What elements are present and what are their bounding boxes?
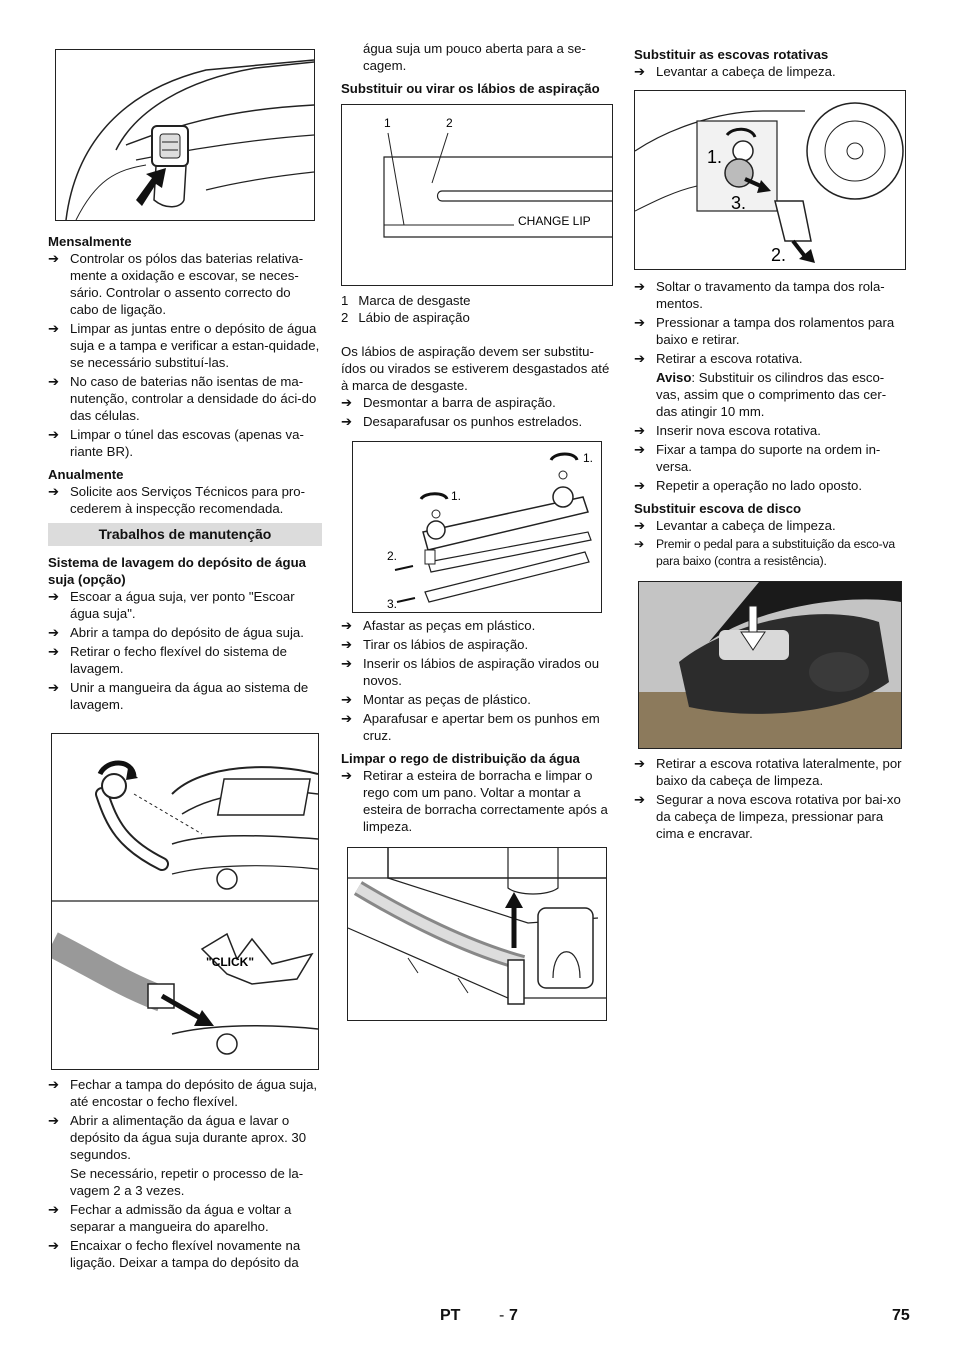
figure-squeegee-parts [352,441,602,613]
list-item: ➔ Limpar as juntas entre o depósito de água suja e a tampa e verificar a estan-quidade, se necessário substituí-las. [48,321,320,370]
step-label: 3. [731,193,747,213]
steps-rollers [634,278,906,494]
list-item: ➔ Pressionar a tampa dos rolamentos para baixo e retirar. [634,315,895,347]
heading-suction-lips: Substituir ou virar os lábios de aspiração [341,81,600,96]
list-item: ➔ Fixar a tampa do suporte na ordem in-versa. [634,442,881,474]
list-item: ➔ Controlar os pólos das baterias relativa-mente a oxidação e escovar, se neces-sário. Controlar o assento correcto do cabo de ligação. [48,251,304,317]
arrow-right-icon: ➔ [634,442,646,457]
step-label: 1. [583,451,594,465]
arrow-right-icon: ➔ [341,395,353,410]
list-item: ➔ Repetir a operação no lado oposto. [634,478,863,493]
figure-roller-brush [634,90,906,270]
rubber-mat-illustration [348,848,606,1020]
list-item: ➔ Solicite aos Serviços Técnicos para pro-cederem à inspecção recomendada. [48,484,306,516]
step-label: 3. [387,597,398,611]
step-label: 1. [707,147,723,167]
arrow-right-icon: ➔ [634,478,646,493]
arrow-right-icon: ➔ [634,537,645,551]
arrow-right-icon: ➔ [341,637,353,652]
arrow-right-icon: ➔ [48,680,60,695]
click-label: "CLICK" [206,955,255,969]
heading-monthly: Mensalmente [48,234,132,249]
list-item: ➔ Aparafusar e apertar bem os punhos em cruz. [341,711,600,743]
figure-hose-connection [51,733,319,1070]
arrow-right-icon: ➔ [634,518,646,533]
arrow-right-icon: ➔ [48,644,60,659]
figure-battery-cover [55,49,315,221]
list-item: ➔ Fechar a tampa do depósito de água suja, até encostar o fecho flexível. [48,1077,318,1109]
list-item: ➔ Fechar a admissão da água e voltar a separar a mangueira do aparelho. [48,1202,292,1234]
callout-2: 2 [446,116,453,130]
column-2 [341,30,613,1021]
legend-item: 1 Marca de desgaste [341,293,471,308]
arrow-right-icon: ➔ [48,1238,60,1253]
paragraph: Os lábios de aspiração devem ser substitu-ídos ou virados se estiverem desgastados até à marca de desgaste. [341,344,610,393]
arrow-right-icon: ➔ [341,768,353,783]
list-item: ➔ Retirar a escova rotativa lateralmente, por baixo da cabeça de limpeza. [634,756,902,788]
arrow-right-icon: ➔ [341,692,353,707]
note: Se necessário, repetir o processo de la-vagem 2 a 3 vezes. [70,1166,304,1198]
list-item: ➔ No caso de baterias não isentas de ma-nutenção, controlar a densidade do áci-do das células. [48,374,317,423]
footer-separator: - [499,1307,505,1324]
arrow-right-icon: ➔ [341,711,353,726]
heading-disc-brush: Substituir escova de disco [634,501,802,516]
warning-note: Aviso: Substituir os cilindros das esco-vas, assim que o comprimento das cer-das atingir 10 mm. [656,370,887,419]
arrow-right-icon: ➔ [48,484,60,499]
battery-cover-illustration [56,50,314,220]
squeegee-parts-illustration [353,442,601,612]
list-item: ➔ Tirar os lábios de aspiração. [341,637,529,652]
arrow-right-icon: ➔ [48,625,60,640]
arrow-right-icon: ➔ [634,315,646,330]
column-1 [48,30,322,1273]
pedal-photo-illustration [639,582,901,748]
arrow-right-icon: ➔ [48,1113,60,1128]
list-item: ➔ Encaixar o fecho flexível novamente na ligação. Deixar a tampa do depósito da [48,1238,301,1270]
callout-1: 1 [384,116,391,130]
hose-connection-illustration [52,734,318,1069]
page-number: 75 [892,1307,910,1324]
arrow-right-icon: ➔ [341,618,353,633]
list-item: ➔ Desaparafusar os punhos estrelados. [341,414,583,429]
list-item: ➔ Abrir a alimentação da água e lavar o depósito da água suja durante aprox. 30 segundos. [48,1113,307,1162]
list-item: ➔ Premir o pedal para a substituição da esco-va para baixo (contra a resistência). [634,537,895,568]
figure-pedal-photo [638,581,902,749]
arrow-right-icon: ➔ [48,1077,60,1092]
arrow-right-icon: ➔ [48,251,60,266]
steps-after [48,1076,322,1271]
list-item: ➔ Inserir os lábios de aspiração virados ou novos. [341,656,600,688]
arrow-right-icon: ➔ [634,423,646,438]
section-title: Trabalhos de manutenção [48,523,322,546]
heading-roller-brushes: Substituir as escovas rotativas [634,47,829,62]
figure-legend [341,292,613,326]
list-item: ➔ Levantar a cabeça de limpeza. [634,518,836,533]
step-label: 1. [451,489,462,503]
arrow-right-icon: ➔ [634,64,646,79]
steps-lips [341,617,613,744]
list-item: ➔ Retirar o fecho flexível do sistema de lavagem. [48,644,287,676]
figure-rubber-mat [347,847,607,1021]
footer-language: PT [440,1307,461,1324]
arrow-right-icon: ➔ [341,656,353,671]
list-item: ➔ Escoar a água suja, ver ponto "Escoar água suja". [48,589,295,621]
continued-text: água suja um pouco aberta para a se-cagem. [363,41,586,73]
arrow-right-icon: ➔ [634,351,646,366]
list-item: ➔ Montar as peças de plástico. [341,692,531,707]
arrow-right-icon: ➔ [48,427,60,442]
arrow-right-icon: ➔ [48,374,60,389]
list-item: ➔ Abrir a tampa do depósito de água suja. [48,625,304,640]
list-item: ➔ Segurar a nova escova rotativa por bai-xo da cabeça de limpeza, pressionar para cima e encravar. [634,792,901,841]
steps-disc [634,755,906,842]
list-item: ➔ Levantar a cabeça de limpeza. [634,64,836,79]
legend-item: 2 Lábio de aspiração [341,310,470,325]
roller-brush-illustration [635,91,905,269]
arrow-right-icon: ➔ [634,792,646,807]
list-item: ➔ Soltar o travamento da tampa dos rola-mentos. [634,279,885,311]
arrow-right-icon: ➔ [48,1202,60,1217]
step-label: 2. [387,549,398,563]
list-item: ➔ Unir a mangueira da água ao sistema de lavagem. [48,680,309,712]
step-label: 2. [771,245,787,265]
footer-section-page: 7 [509,1307,518,1324]
change-lip-label: CHANGE LIP [518,214,591,228]
arrow-right-icon: ➔ [634,279,646,294]
arrow-right-icon: ➔ [48,589,60,604]
list-item: ➔ Limpar o túnel das escovas (apenas va-riante BR). [48,427,304,459]
heading-wash-system: Sistema de lavagem do depósito de água suja (opção) [48,555,306,587]
list-item: ➔ Inserir nova escova rotativa. [634,423,821,438]
change-lip-illustration [342,105,612,285]
arrow-right-icon: ➔ [48,321,60,336]
column-3 [634,30,906,844]
arrow-right-icon: ➔ [341,414,353,429]
arrow-right-icon: ➔ [634,756,646,771]
figure-change-lip [341,104,613,286]
list-item: ➔ Retirar a escova rotativa. [634,351,803,366]
list-item: ➔ Retirar a esteira de borracha e limpar o rego com um pano. Voltar a montar a esteira de borracha correctamente após a limpeza. [341,768,608,834]
heading-yearly: Anualmente [48,467,124,482]
list-item: ➔ Afastar as peças em plástico. [341,618,536,633]
list-item: ➔ Desmontar a barra de aspiração. [341,395,556,410]
heading-water-channel: Limpar o rego de distribuição da água [341,751,580,766]
